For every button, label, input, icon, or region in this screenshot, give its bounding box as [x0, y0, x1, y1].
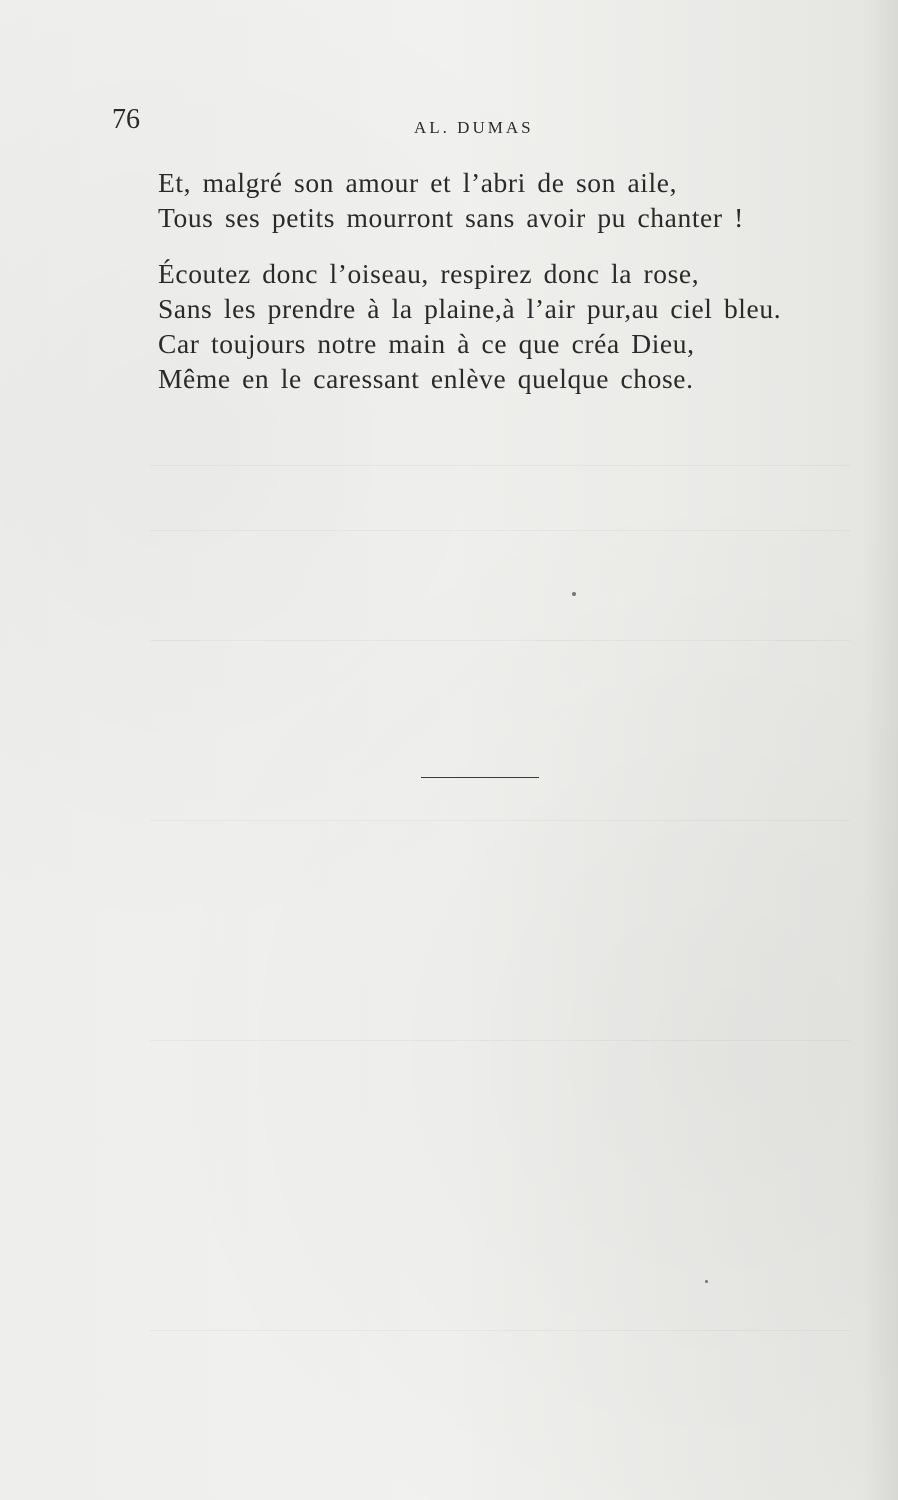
poem-stanza — [158, 256, 781, 396]
running-head: AL. DUMAS — [414, 118, 534, 137]
ink-speck — [705, 1280, 708, 1283]
ink-speck — [572, 592, 576, 596]
show-through-line — [150, 1040, 850, 1041]
poem-line: Même en le caressant enlève quelque chose. — [158, 363, 694, 394]
poem-line: Tous ses petits mourront sans avoir pu chanter ! — [158, 202, 744, 233]
poem-line: Écoutez donc l’oiseau, respirez donc la rose, — [158, 258, 700, 289]
poem-line: Et, malgré son amour et l’abri de son aile, — [158, 167, 678, 198]
show-through-line — [150, 465, 850, 466]
poem-line: Car toujours notre main à ce que créa Dieu, — [158, 328, 695, 359]
show-through-line — [150, 1330, 850, 1331]
page-number: 76 — [112, 104, 140, 135]
poem-line: Sans les prendre à la plaine,à l’air pur,au ciel bleu. — [158, 293, 782, 324]
show-through-line — [150, 820, 850, 821]
show-through-line — [150, 530, 850, 531]
section-rule — [421, 777, 539, 778]
poem-stanza — [158, 165, 744, 235]
show-through-line — [150, 640, 850, 641]
